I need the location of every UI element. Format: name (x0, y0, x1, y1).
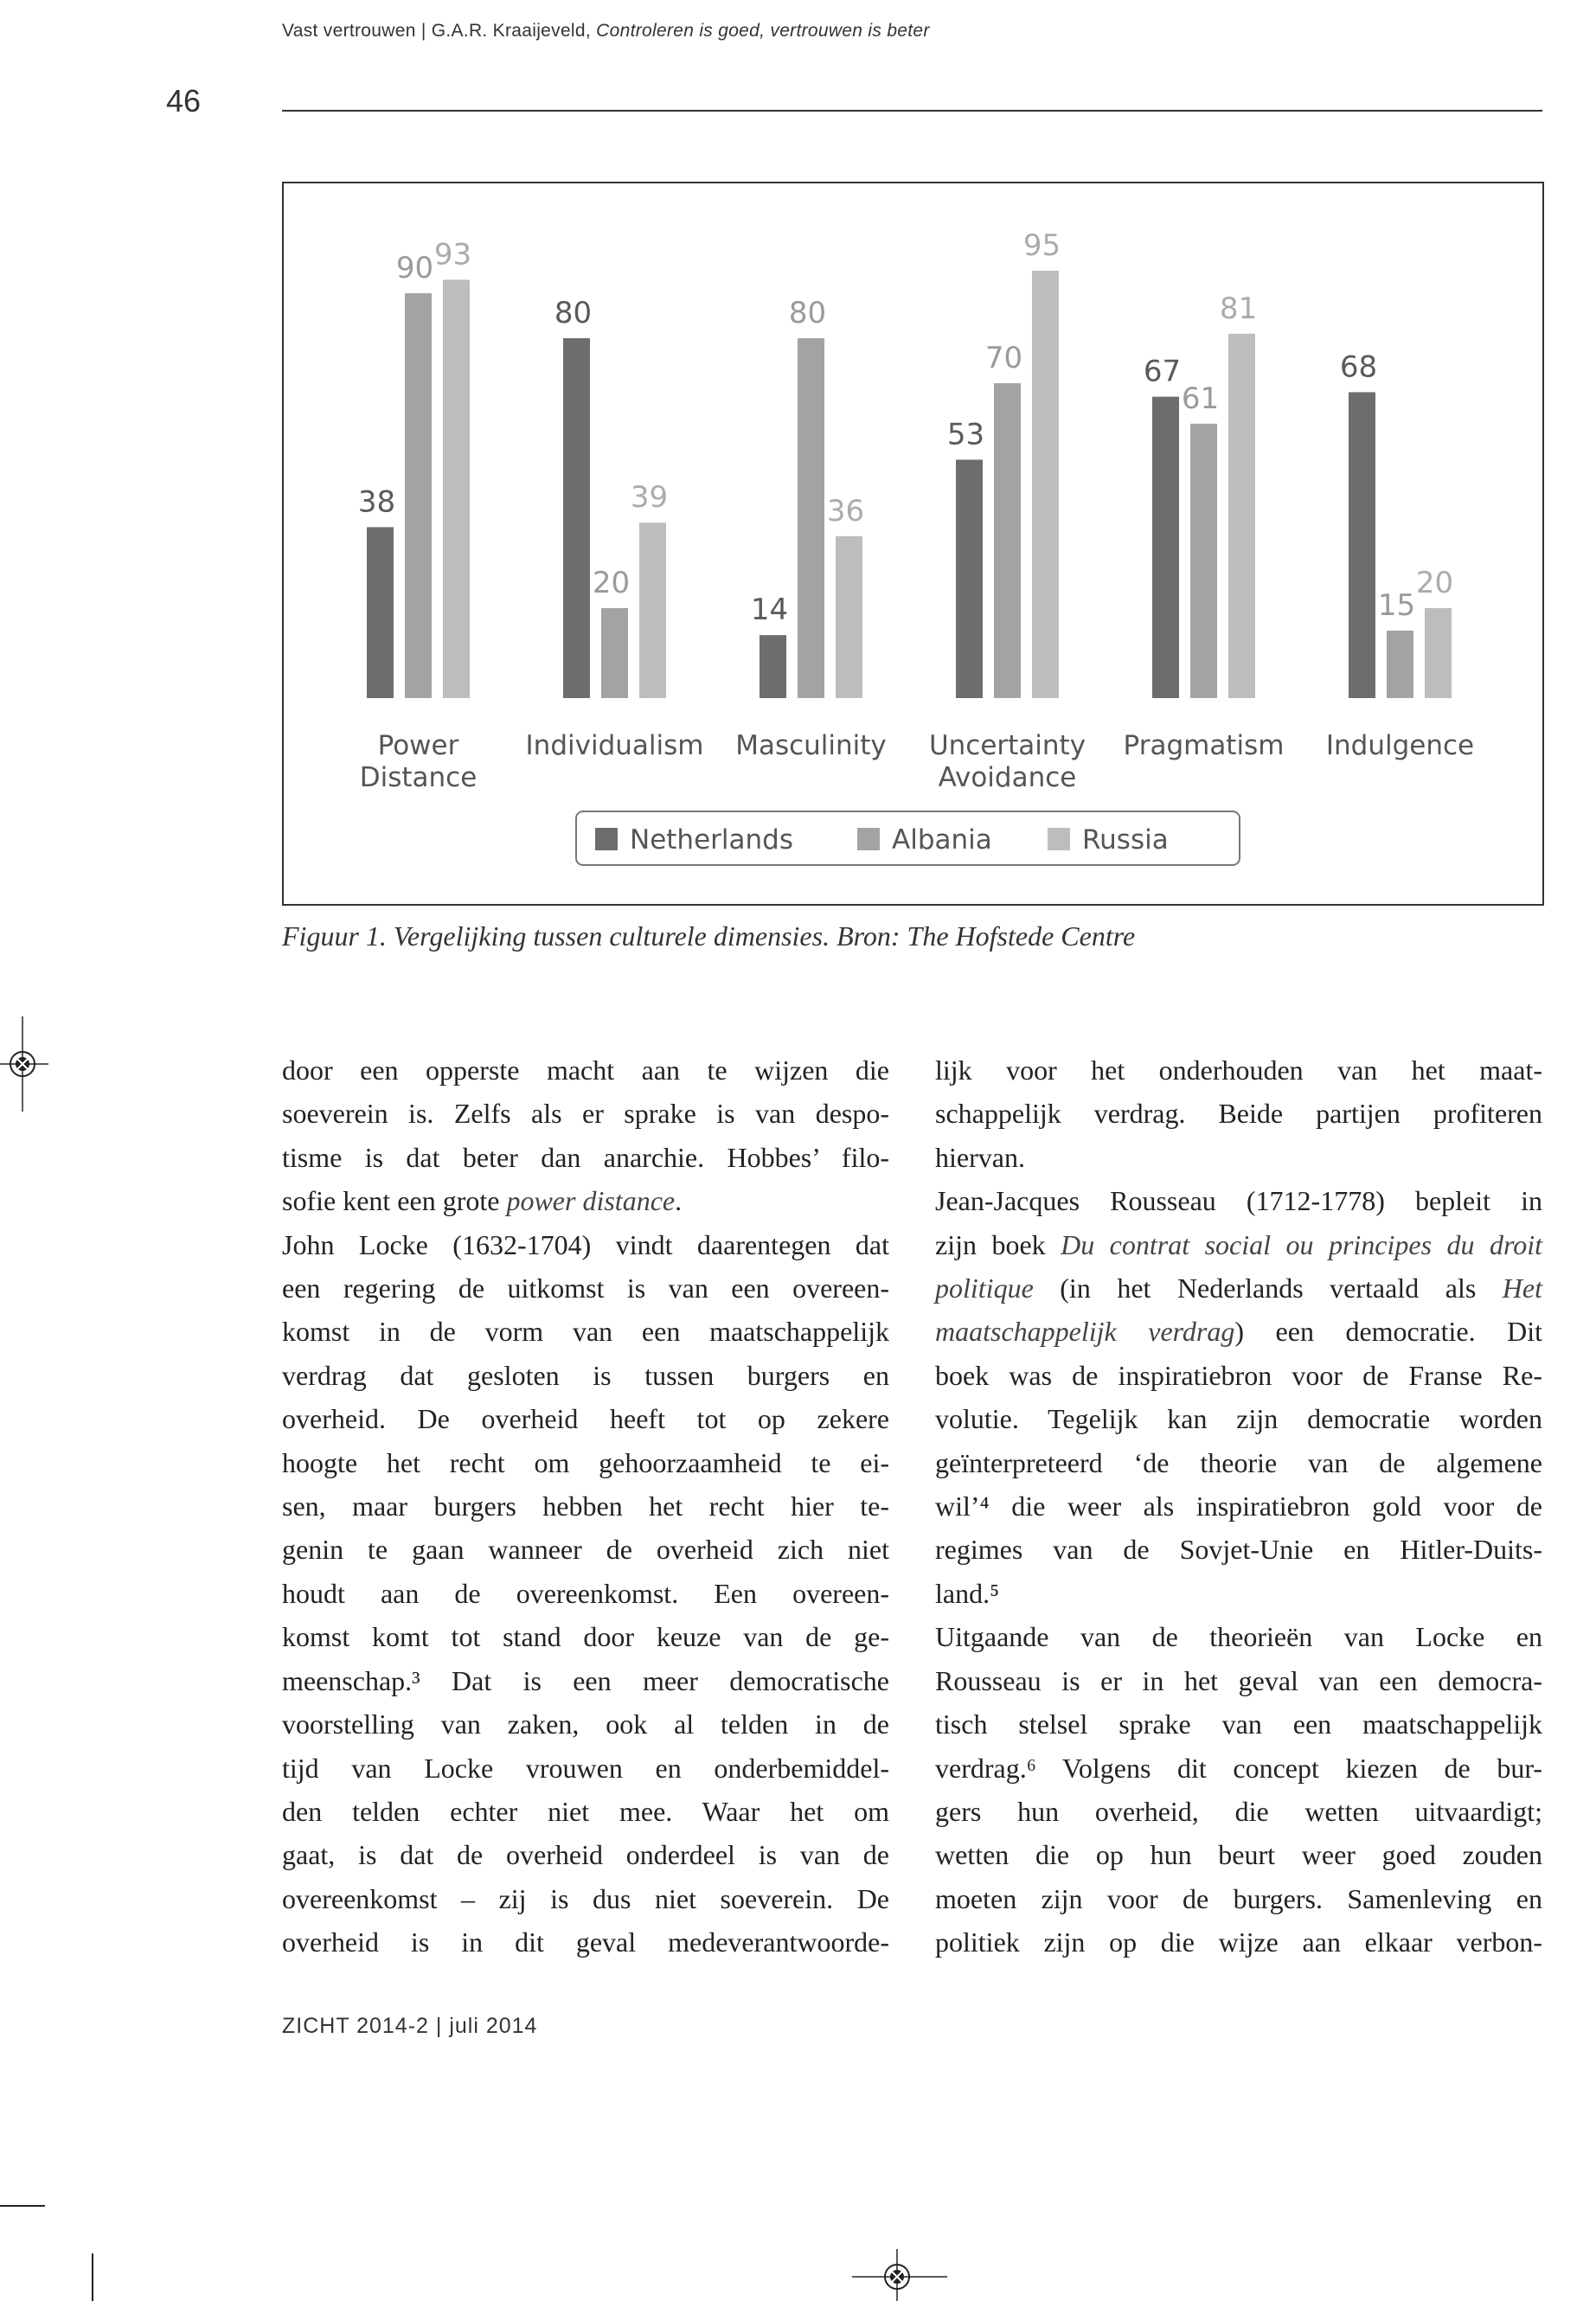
text-line (282, 1877, 889, 1920)
text-line (935, 1659, 1542, 1702)
category-label: Avoidance (938, 762, 1077, 793)
text-segment: den telden echter niet mee. Waar het om (282, 1795, 889, 1827)
category-label: Distance (359, 762, 478, 793)
crop-mark (0, 2205, 45, 2207)
bar-netherlands (1152, 397, 1179, 698)
text-line (282, 1528, 889, 1571)
text-line (282, 1354, 889, 1397)
text-line (282, 1136, 889, 1179)
text-line (282, 1484, 889, 1528)
header-separator: | (420, 21, 426, 41)
text-segment: Jean-Jacques Rousseau (1712-1778) bepleit in (935, 1185, 1542, 1217)
text-segment: boek was de inspiratiebron voor de Franse Re- (935, 1359, 1542, 1391)
author: G.A.R. Kraaijeveld, (431, 21, 592, 41)
data-label: 95 (1022, 228, 1061, 263)
legend-swatch-russia (1048, 828, 1070, 850)
text-line (935, 1615, 1542, 1658)
legend-swatch-albania (857, 828, 880, 850)
crop-mark (92, 2253, 93, 2301)
bar-russia (836, 536, 862, 698)
text-segment: komst in de vorm van een maatschappelijk (282, 1316, 889, 1348)
text-segment: . (675, 1185, 683, 1217)
legend-label: Netherlands (630, 824, 793, 856)
italic-text-segment: power distance (506, 1185, 676, 1217)
bar-chart (284, 183, 1542, 904)
data-label: 67 (1143, 354, 1182, 389)
category-label: Masculinity (735, 730, 887, 761)
bar-russia (1228, 334, 1255, 698)
data-label: 14 (750, 593, 789, 628)
text-line (935, 1048, 1542, 1092)
text-segment: komst komt tot stand door keuze van de ge- (282, 1621, 889, 1653)
data-label: 39 (630, 480, 669, 516)
text-line (935, 1877, 1542, 1920)
category-label: Indulgence (1325, 730, 1475, 761)
text-line (935, 1223, 1542, 1266)
data-label: 90 (395, 251, 434, 285)
text-segment: meenschap.³ Dat is een meer democratische (282, 1664, 889, 1696)
data-label: 80 (788, 296, 827, 330)
data-label: 36 (826, 493, 865, 529)
text-line (935, 1441, 1542, 1484)
bar-russia (443, 279, 470, 698)
text-line (282, 1048, 889, 1092)
bar-netherlands (956, 459, 983, 698)
page-number: 46 (166, 83, 202, 119)
text-segment: sofie kent een grote (282, 1185, 507, 1217)
category-label: Pragmatism (1123, 730, 1285, 761)
text-segment: tisch stelsel sprake van een maatschappelijk (935, 1708, 1542, 1740)
text-line (282, 1790, 889, 1833)
data-label: 38 (357, 484, 396, 520)
text-segment: land.⁵ (935, 1577, 1000, 1609)
data-label: 20 (592, 566, 631, 600)
data-label: 61 (1181, 381, 1220, 416)
running-title: Vast vertrouwen (282, 21, 416, 41)
text-line (282, 1747, 889, 1790)
italic-text-segment: politique (935, 1272, 1034, 1304)
text-line (935, 1790, 1542, 1833)
bar-netherlands (760, 635, 786, 698)
data-label: 93 (433, 237, 472, 272)
bar-russia (1425, 608, 1452, 698)
text-segment: tisme is dat beter dan anarchie. Hobbes’ filo- (282, 1141, 889, 1173)
registration-mark-icon (0, 1016, 52, 1112)
data-label: 68 (1339, 349, 1378, 385)
header-rule (282, 110, 1542, 112)
category-label: Power (377, 730, 459, 761)
text-segment: genin te gaan wanneer de overheid zich niet (282, 1534, 889, 1566)
bar-albania (601, 608, 628, 698)
text-segment: lijk voor het onderhouden van het maat- (935, 1054, 1542, 1086)
text-segment: zijn boek (935, 1228, 1061, 1260)
bar-albania (1190, 424, 1217, 698)
text-segment: wil’⁴ die weer als inspiratiebron gold voor de (935, 1490, 1542, 1522)
figure-chart (282, 182, 1544, 906)
text-segment: voorstelling van zaken, ook al telden in de (282, 1708, 889, 1740)
text-line (935, 1702, 1542, 1746)
text-line (282, 1179, 889, 1222)
data-label: 20 (1415, 566, 1454, 600)
text-line (282, 1659, 889, 1702)
article-title: Controleren is goed, vertrouwen is beter (596, 21, 930, 41)
text-line (935, 1397, 1542, 1440)
text-segment: (in het Nederlands vertaald als (1033, 1272, 1503, 1304)
text-segment: wetten die op hun beurt weer goed zouden (935, 1839, 1542, 1871)
text-line (282, 1441, 889, 1484)
text-segment: tijd van Locke vrouwen en onderbemiddel- (282, 1752, 889, 1784)
text-segment: politiek zijn op die wijze aan elkaar verbon- (935, 1926, 1542, 1958)
text-segment: ) een democratie. Dit (1234, 1316, 1543, 1348)
bar-netherlands (367, 527, 394, 698)
text-segment: houdt aan de overeenkomst. Een overeen- (282, 1577, 889, 1609)
bar-albania (798, 338, 824, 698)
legend-label: Russia (1082, 824, 1169, 856)
bar-albania (405, 293, 432, 698)
text-line (935, 1572, 1542, 1615)
text-line (282, 1615, 889, 1658)
category-label: Uncertainty (928, 730, 1086, 761)
text-line (935, 1484, 1542, 1528)
text-line (935, 1310, 1542, 1353)
italic-text-segment: Du contrat social ou principes du droit (1061, 1228, 1542, 1260)
text-line (282, 1920, 889, 1964)
text-line (282, 1702, 889, 1746)
legend-swatch-netherlands (595, 828, 618, 850)
bar-russia (639, 522, 666, 698)
category-label: Individualism (525, 730, 704, 761)
text-segment: gers hun overheid, die wetten uitvaardigt; (935, 1795, 1542, 1827)
italic-text-segment: maatschappelijk verdrag (935, 1316, 1235, 1348)
text-segment: regimes van de Sovjet-Unie en Hitler-Duits- (935, 1534, 1542, 1566)
text-segment: hoogte het recht om gehoorzaamheid te ei- (282, 1446, 889, 1478)
body-column-left (282, 1048, 889, 1965)
text-line (935, 1179, 1542, 1222)
text-segment: sen, maar burgers hebben het recht hier te- (282, 1490, 889, 1522)
text-line (935, 1920, 1542, 1964)
bar-netherlands (563, 338, 590, 698)
text-segment: door een opperste macht aan te wijzen die (282, 1054, 889, 1086)
text-line (282, 1092, 889, 1135)
text-segment: geïnterpreteerd ‘de theorie van de algemene (935, 1446, 1542, 1478)
figure-caption: Figuur 1. Vergelijking tussen culturele dimensies. Bron: The Hofstede Centre (282, 920, 1136, 952)
text-segment: overheid. De overheid heeft tot op zekere (282, 1403, 889, 1435)
text-segment: moeten zijn voor de burgers. Samenleving en (935, 1882, 1542, 1914)
bar-albania (994, 383, 1021, 698)
bar-russia (1032, 271, 1059, 698)
data-label: 81 (1219, 291, 1258, 326)
data-label: 15 (1377, 588, 1416, 623)
text-segment: verdrag dat gesloten is tussen burgers en (282, 1359, 889, 1391)
text-line (935, 1092, 1542, 1135)
text-line (935, 1833, 1542, 1876)
text-segment: gaat, is dat de overheid onderdeel is van de (282, 1839, 889, 1871)
data-label: 53 (946, 417, 985, 452)
text-segment: John Locke (1632-1704) vindt daarentegen dat (282, 1228, 889, 1260)
body-column-right (935, 1048, 1542, 1965)
data-label: 70 (984, 341, 1023, 375)
text-segment: soeverein is. Zelfs als er sprake is van despo- (282, 1098, 889, 1130)
text-line (935, 1528, 1542, 1571)
text-line (282, 1223, 889, 1266)
text-segment: volutie. Tegelijk kan zijn democratie worden (935, 1403, 1542, 1435)
text-segment: verdrag.⁶ Volgens dit concept kiezen de bur- (935, 1752, 1542, 1784)
bar-netherlands (1349, 392, 1375, 698)
text-line (282, 1397, 889, 1440)
text-line (935, 1747, 1542, 1790)
footer: ZICHT 2014-2 | juli 2014 (282, 2014, 538, 2038)
text-segment: overheid is in dit geval medeverantwoorde- (282, 1926, 889, 1958)
text-line (935, 1136, 1542, 1179)
text-segment: hiervan. (935, 1141, 1025, 1173)
text-segment: overeenkomst – zij is dus niet soeverein. De (282, 1882, 889, 1914)
text-segment: schappelijk verdrag. Beide partijen profiteren (935, 1098, 1542, 1130)
registration-mark-icon (852, 2245, 947, 2301)
text-line (935, 1354, 1542, 1397)
legend-label: Albania (892, 824, 992, 856)
bar-albania (1387, 631, 1413, 698)
text-line (282, 1266, 889, 1310)
text-segment: Rousseau is er in het geval van een democra- (935, 1664, 1542, 1696)
italic-text-segment: Het (1502, 1272, 1542, 1304)
text-line (282, 1833, 889, 1876)
running-header (282, 21, 930, 42)
text-line (935, 1266, 1542, 1310)
data-label: 80 (554, 296, 593, 330)
text-line (282, 1572, 889, 1615)
text-line (282, 1310, 889, 1353)
text-segment: een regering de uitkomst is van een overeen- (282, 1272, 889, 1304)
text-segment: Uitgaande van de theorieën van Locke en (935, 1621, 1542, 1653)
